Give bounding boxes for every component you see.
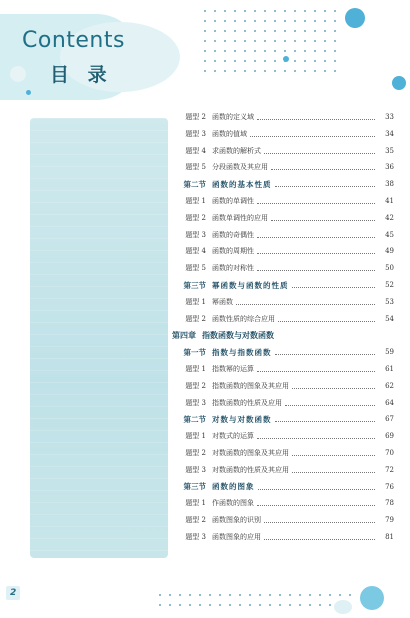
dot-leader bbox=[257, 118, 375, 120]
decor-circle bbox=[283, 56, 289, 62]
toc-item bbox=[172, 513, 394, 527]
decor-circle bbox=[10, 66, 26, 82]
toc-page-number: 72 bbox=[385, 465, 394, 474]
dot-leader bbox=[292, 286, 376, 288]
toc-page-number: 70 bbox=[385, 449, 394, 457]
contents-title: Contents bbox=[22, 28, 125, 53]
toc-label: 题型 4 bbox=[185, 247, 206, 256]
toc-title: 求函数的解析式 bbox=[212, 146, 261, 155]
toc-title: 函数图象的应用 bbox=[212, 533, 261, 541]
toc-title: 指数函数与对数函数 bbox=[202, 329, 274, 340]
cover-image-panel bbox=[30, 118, 168, 558]
toc-page-number: 81 bbox=[385, 533, 394, 541]
dot-leader bbox=[257, 269, 375, 271]
toc-title: 函数的对称性 bbox=[212, 264, 254, 273]
dot-leader bbox=[271, 219, 375, 221]
toc-label: 题型 3 bbox=[185, 533, 206, 541]
toc-section bbox=[172, 480, 394, 494]
toc-label: 题型 3 bbox=[185, 398, 206, 407]
toc-title: 函数的单调性 bbox=[212, 197, 254, 205]
toc-title: 幂函数 bbox=[212, 297, 233, 306]
toc-item bbox=[172, 446, 394, 460]
dot-leader bbox=[257, 504, 375, 506]
toc-label: 第三节 bbox=[183, 280, 206, 290]
dot-leader bbox=[278, 320, 375, 322]
toc-label: 题型 1 bbox=[185, 197, 206, 205]
toc-item bbox=[172, 379, 394, 393]
toc-label: 第三节 bbox=[183, 482, 206, 492]
toc-title: 函数图象的识别 bbox=[212, 516, 261, 525]
toc-page-number: 67 bbox=[385, 415, 394, 424]
toc-title: 函数的奇偶性 bbox=[212, 230, 254, 239]
toc-label: 题型 1 bbox=[185, 432, 206, 441]
dot-leader bbox=[258, 488, 376, 490]
dot-leader bbox=[264, 538, 375, 540]
toc-item bbox=[172, 362, 394, 376]
dot-leader bbox=[250, 135, 375, 137]
toc-label: 题型 2 bbox=[185, 314, 206, 323]
toc-label: 题型 1 bbox=[185, 297, 206, 306]
toc-item bbox=[172, 496, 394, 510]
toc-item bbox=[172, 127, 394, 141]
toc-title: 对数函数的性质及其应用 bbox=[212, 465, 289, 474]
toc-page-number: 52 bbox=[385, 281, 394, 289]
toc-section bbox=[172, 412, 394, 426]
toc-label: 题型 5 bbox=[185, 264, 206, 273]
toc-title: 对数与对数函数 bbox=[212, 414, 272, 424]
page-number: 2 bbox=[10, 588, 17, 598]
toc-item bbox=[172, 396, 394, 410]
toc-label: 题型 3 bbox=[185, 129, 206, 138]
toc-page-number: 62 bbox=[385, 381, 394, 390]
dot-leader bbox=[275, 420, 376, 422]
toc-page-number: 35 bbox=[385, 146, 394, 155]
toc-label: 题型 3 bbox=[185, 465, 206, 474]
dot-leader bbox=[275, 185, 376, 187]
toc-item bbox=[172, 144, 394, 158]
toc-item bbox=[172, 211, 394, 225]
toc-title: 函数的图象 bbox=[212, 482, 255, 492]
toc-page-number: 69 bbox=[385, 432, 394, 441]
toc-page-number: 34 bbox=[385, 129, 394, 138]
toc-page-number: 45 bbox=[385, 230, 394, 239]
dot-pattern-bottom bbox=[155, 590, 355, 614]
toc-title: 对数式的运算 bbox=[212, 432, 254, 441]
toc-page-number: 53 bbox=[385, 297, 394, 306]
toc-page-number: 61 bbox=[385, 365, 394, 373]
toc-section bbox=[172, 177, 394, 191]
toc-label: 题型 2 bbox=[185, 449, 206, 457]
toc-item bbox=[172, 261, 394, 275]
toc-title: 作函数的图象 bbox=[212, 499, 254, 508]
cover-image-texture bbox=[30, 118, 168, 558]
toc-item bbox=[172, 160, 394, 174]
toc-page-number: 54 bbox=[385, 314, 394, 323]
decor-circle bbox=[345, 8, 365, 28]
toc-title: 指数函数的图象及其应用 bbox=[212, 381, 289, 390]
toc-label: 题型 2 bbox=[185, 516, 206, 525]
toc-item bbox=[172, 463, 394, 477]
dot-leader bbox=[292, 471, 375, 473]
toc-page-number: 36 bbox=[385, 163, 394, 172]
toc-title: 指数函数的性质及应用 bbox=[212, 398, 282, 407]
dot-leader bbox=[257, 437, 375, 439]
decor-circle bbox=[334, 600, 352, 614]
dot-leader bbox=[257, 370, 375, 372]
toc-title: 函数的基本性质 bbox=[212, 179, 272, 189]
toc-page-number: 33 bbox=[385, 113, 394, 121]
dot-leader bbox=[257, 252, 375, 254]
toc-label: 题型 2 bbox=[185, 213, 206, 222]
toc-title: 幂函数与函数的性质 bbox=[212, 280, 289, 290]
dot-leader bbox=[264, 521, 375, 523]
dot-leader bbox=[257, 236, 375, 238]
decor-circle bbox=[360, 586, 384, 610]
toc-title: 函数的周期性 bbox=[212, 247, 254, 256]
toc-title: 指数幂的运算 bbox=[212, 365, 254, 373]
toc-item bbox=[172, 429, 394, 443]
toc-title: 函数单调性的应用 bbox=[212, 213, 268, 222]
toc-label: 题型 1 bbox=[185, 499, 206, 508]
toc-item bbox=[172, 312, 394, 326]
dot-leader bbox=[264, 152, 375, 154]
dot-leader bbox=[236, 303, 375, 305]
toc-item bbox=[172, 295, 394, 309]
toc-section bbox=[172, 278, 394, 292]
toc-title: 函数的定义域 bbox=[212, 113, 254, 121]
toc-label: 题型 5 bbox=[185, 163, 206, 172]
toc-label: 第一节 bbox=[183, 347, 206, 357]
toc-label: 题型 2 bbox=[185, 381, 206, 390]
toc-page-number: 64 bbox=[385, 398, 394, 407]
toc-item bbox=[172, 228, 394, 242]
toc-label: 题型 3 bbox=[185, 230, 206, 239]
dot-pattern-top bbox=[200, 6, 340, 76]
toc-page-number: 79 bbox=[385, 516, 394, 525]
decor-circle bbox=[392, 76, 406, 90]
toc-page-number: 59 bbox=[385, 348, 394, 357]
dot-leader bbox=[285, 404, 375, 406]
toc-label: 第四章 bbox=[172, 329, 196, 340]
toc-item bbox=[172, 194, 394, 208]
toc-section bbox=[172, 345, 394, 359]
toc-title: 指数与指数函数 bbox=[212, 347, 272, 357]
toc-item bbox=[172, 244, 394, 258]
toc-page-number: 76 bbox=[385, 482, 394, 491]
toc-label: 题型 2 bbox=[185, 113, 206, 121]
dot-leader bbox=[292, 387, 375, 389]
toc-page-number: 50 bbox=[385, 264, 394, 273]
dot-leader bbox=[271, 168, 375, 170]
toc-item bbox=[172, 110, 394, 124]
toc-page-number: 41 bbox=[385, 197, 394, 205]
toc-label: 第二节 bbox=[183, 414, 206, 424]
dot-leader bbox=[275, 353, 376, 355]
toc-page-number: 42 bbox=[385, 213, 394, 222]
toc-label: 题型 1 bbox=[185, 365, 206, 373]
toc-item bbox=[172, 530, 394, 544]
contents-title-chinese: 目 录 bbox=[50, 64, 113, 86]
toc-chapter bbox=[172, 328, 394, 342]
toc-title: 对数函数的图象及其应用 bbox=[212, 449, 289, 457]
dot-leader bbox=[292, 454, 375, 456]
toc-title: 函数的值域 bbox=[212, 129, 247, 138]
toc-label: 第二节 bbox=[183, 179, 206, 189]
toc-page-number: 49 bbox=[385, 247, 394, 256]
toc-title: 函数性质的综合应用 bbox=[212, 314, 275, 323]
dot-leader bbox=[257, 202, 375, 204]
decor-circle bbox=[26, 90, 31, 95]
toc-page-number: 38 bbox=[385, 180, 394, 189]
toc-title: 分段函数及其应用 bbox=[212, 163, 268, 172]
toc-page-number: 78 bbox=[385, 499, 394, 508]
toc-label: 题型 4 bbox=[185, 146, 206, 155]
